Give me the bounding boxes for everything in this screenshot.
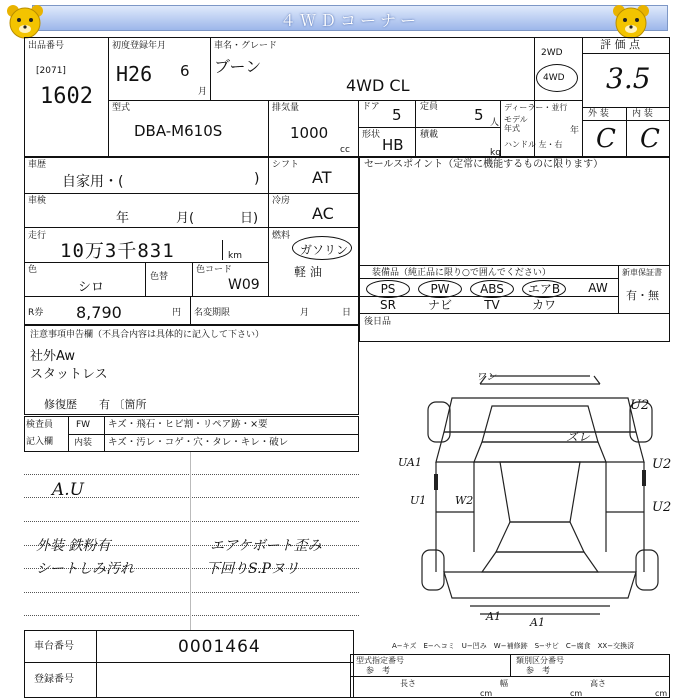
fuel-gas-circle [292, 236, 352, 260]
name-change-month: 月 [300, 308, 310, 318]
mileage-unit: km [228, 251, 242, 261]
color-change-label: 色替 [150, 272, 169, 282]
notes-line-2: スタットレス [30, 367, 108, 382]
diagram-mark-8: U2 [652, 500, 672, 515]
mileage-value: 10万3千831 [60, 240, 175, 262]
inspector-fw-items: キズ・飛石・ヒビ割・リペア跡・×要 [108, 419, 268, 430]
dealer-model-year-label: モデル 年式 [504, 115, 528, 133]
ac-value: AC [312, 204, 334, 223]
inspection-label: 車検 [28, 196, 47, 206]
recycle-value: 8,790 [76, 303, 122, 322]
doors-label: ドア [362, 102, 380, 112]
chassis-value: 0001464 [178, 637, 261, 657]
color-label: 色 [28, 265, 38, 275]
mileage-label: 走行 [28, 231, 47, 241]
score-ext: C [596, 124, 616, 154]
car-name: ブーン [214, 57, 262, 76]
footer-cm-1: cm [480, 689, 493, 698]
middle-right-frame [359, 157, 670, 342]
register-label: 登録番号 [34, 674, 74, 685]
handwritten-line-3: エアケボート歪み [210, 538, 322, 554]
equipment-item: ナビ [427, 298, 452, 312]
color-code: W09 [228, 277, 260, 293]
history-label: 車歴 [28, 160, 47, 170]
sales-label: セールスポイント（定常に機能するものに限ります） [364, 159, 604, 170]
diagram-legend: A−キズ E−ヘコミ U−凹み W−補修跡 S−サビ C−腐食 XX−交換済 [392, 642, 635, 650]
first-reg-year: H26 [116, 62, 153, 86]
first-reg-month-unit: 月 [198, 87, 208, 97]
drive-value: 4WD [543, 73, 565, 83]
shape-label: 形状 [362, 130, 381, 140]
car-name-label: 車名・グレード [214, 41, 278, 51]
equipment-item: エアB [522, 280, 566, 298]
header-title: ４ＷＤコーナー [279, 11, 420, 30]
score-int-label: 内 装 [632, 109, 653, 119]
score-value: 3.5 [606, 62, 651, 95]
inspection-day-unit: 日) [240, 211, 259, 226]
footer-model-label: 型式指定番号 [356, 656, 404, 665]
footer-ref-1: 参 考 [366, 666, 390, 675]
inspector-label: 検査員 [26, 420, 54, 430]
inspection-year-unit: 年 [116, 211, 130, 226]
equipment-label: 装備品（純正品に限り○で囲んでください） [372, 268, 551, 278]
equipment-item: SR [380, 298, 396, 312]
warranty-label: 新車保証書 [622, 268, 662, 277]
displacement-label: 排気量 [272, 103, 300, 113]
chassis-label: 車台番号 [34, 641, 74, 652]
dealer-handle: ハンドル 左・右 [504, 140, 563, 149]
notes-label: 注意事項申告欄（不具合内容は具体的に記入して下さい） [30, 330, 265, 340]
lot-code: [2071] [36, 66, 66, 76]
name-change-day: 日 [342, 308, 352, 318]
ac-label: 冷房 [272, 196, 291, 206]
lot-number: 1602 [40, 84, 93, 109]
equipment-item: ABS [470, 280, 514, 298]
handwritten-line-1: 外装 鉄粉有 [36, 538, 111, 554]
diagram-mark-5: U2 [652, 457, 672, 472]
dealer-label: ディーラー・並行 [504, 103, 568, 112]
diagram-mark-4: UA1 [398, 456, 422, 469]
capacity-label: 定員 [420, 102, 439, 112]
footer-width: 幅 [500, 679, 508, 688]
score-label: 評 価 点 [600, 38, 640, 51]
fuel-gas: ガソリン [300, 243, 349, 257]
diagram-mark-7: W2 [455, 494, 474, 507]
fuel-diesel: 軽 油 [294, 265, 322, 279]
footer-height: 高さ [590, 679, 606, 688]
dealer-year-unit: 年 [570, 126, 580, 136]
color-value: シロ [78, 280, 105, 295]
notes-repair: 修復歴 有 〔箇所 [44, 398, 147, 411]
notes-line-1: 社外Aw [30, 349, 75, 364]
score-ext-label: 外 装 [588, 109, 609, 119]
model-value: DBA-M610S [134, 122, 223, 140]
recycle-label: R券 [28, 308, 44, 318]
footer-ref-2: 参 考 [526, 666, 550, 675]
footer-class-label: 類別区分番号 [516, 656, 564, 665]
equipment-item: TV [484, 298, 500, 312]
lot-label: 出品番号 [28, 41, 65, 51]
drive-label: 2WD [541, 48, 563, 58]
warranty-value: 有・無 [626, 289, 659, 302]
top-frame [24, 37, 670, 157]
color-code-label: 色コード [196, 265, 233, 275]
load-unit: kg [490, 148, 501, 158]
shift-label: シフト [272, 160, 300, 170]
fuel-label: 燃料 [272, 231, 291, 241]
equipment-item: PS [366, 280, 410, 298]
rear-seat-label: 後日品 [364, 317, 392, 327]
diagram-mark-10: A1 [530, 616, 545, 629]
equipment-item: AW [588, 281, 608, 295]
model-label: 型式 [112, 103, 131, 113]
doors-value: 5 [392, 106, 402, 124]
first-reg-month: 6 [180, 62, 190, 80]
handwritten-line-4: 下回りS.Pヌリ [206, 561, 299, 577]
shape-value: HB [382, 136, 404, 154]
handwritten-au: A.U [52, 480, 85, 500]
bear-mascot-right-icon [612, 4, 650, 40]
capacity-value: 5 [474, 106, 484, 124]
footer-cm-2: cm [570, 689, 583, 698]
recycle-unit: 円 [172, 308, 182, 318]
displacement-unit: cc [340, 145, 350, 155]
inspector-fw: FW [76, 420, 91, 430]
displacement-value: 1000 [290, 124, 329, 142]
capacity-unit: 人 [490, 118, 500, 128]
name-change-label: 名変期限 [194, 308, 231, 318]
diagram-mark-2: U2 [630, 398, 650, 413]
load-label: 積載 [420, 130, 439, 140]
footer-length: 長さ [400, 679, 416, 688]
handwritten-line-2: シートしみ汚れ [36, 561, 134, 577]
diagram-mark-1: ワン [476, 372, 496, 383]
bear-mascot-left-icon [6, 4, 44, 40]
equipment-item: カワ [531, 298, 556, 312]
diagram-mark-6: U1 [410, 494, 427, 507]
diagram-mark-9: A1 [486, 610, 501, 623]
inspector-sub: 記入欄 [26, 437, 54, 447]
history-close: ) [254, 171, 260, 187]
inspector-int-items: キズ・汚レ・コゲ・穴・タレ・キレ・破レ [108, 437, 289, 448]
first-reg-label: 初度登録年月 [112, 41, 167, 51]
inspection-month-unit: 月( [176, 211, 195, 226]
score-int: C [640, 124, 660, 154]
equipment-item: PW [418, 280, 462, 298]
inspector-int-label: 内装 [74, 438, 93, 448]
history-value: 自家用・( [62, 174, 124, 190]
shift-value: AT [312, 168, 332, 187]
footer-cm-3: cm [655, 689, 668, 698]
car-grade: 4WD CL [346, 76, 410, 95]
diagram-mark-3: ズレ [566, 430, 591, 444]
